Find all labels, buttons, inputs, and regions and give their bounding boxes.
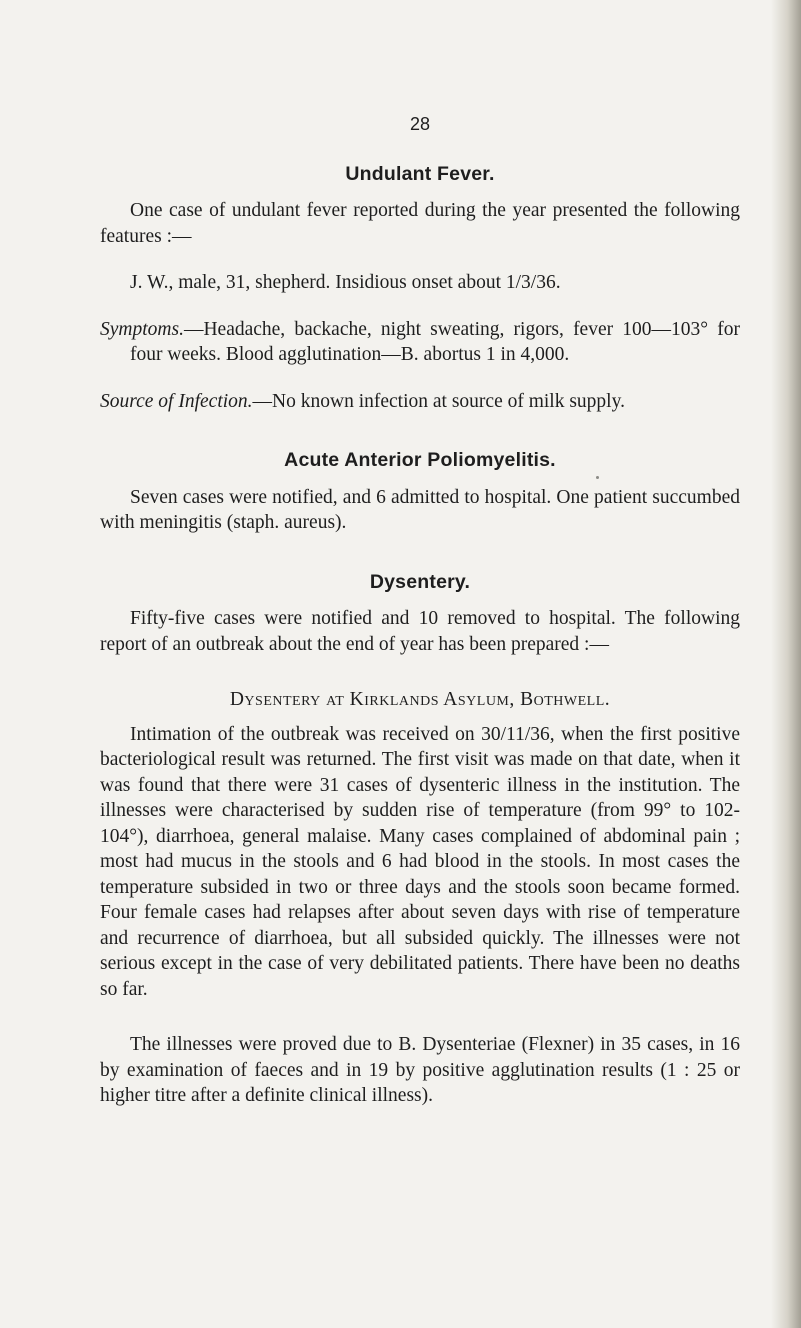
- undulant-intro: One case of undulant fever reported during the year presented the following features :—: [100, 200, 740, 247]
- polio-text: Seven cases were notified, and 6 admitted to hospital. One patient succumbed with meningitis (staph. aureus).: [100, 486, 740, 533]
- page-content: [100, 112, 740, 1109]
- symptoms-label: Symptoms.: [100, 318, 184, 340]
- page-number: 28: [409, 114, 431, 134]
- dysentery-subheading: Dysentery at Kirklands Asylum, Bothwell.: [229, 689, 611, 710]
- source-label: Source of Infection.: [100, 390, 253, 412]
- heading-undulant-fever: Undulant Fever.: [345, 162, 495, 185]
- page-edge-shadow: [771, 0, 801, 1328]
- undulant-symptoms: [100, 317, 740, 368]
- heading-poliomyelitis: Acute Anterior Poliomyelitis.: [284, 449, 556, 471]
- undulant-case: J. W., male, 31, shepherd. Insidious onset about 1/3/36.: [130, 272, 561, 293]
- dysentery-text: Fifty-five cases were notified and 10 removed to hospital. The following report of an outbreak about the end of year has been prepared :—: [100, 608, 740, 655]
- dysentery-para-2: The illnesses were proved due to B. Dysenteriae (Flexner) in 35 cases, in 16 by examination of faeces and in 19 by positive agglutination results (1 : 25 or higher titre after a definite clinical illness).: [100, 1034, 740, 1106]
- symptoms-text: —Headache, backache, night sweating, rigors, fever 100—103° for four weeks. Blood agglutination—B. abortus 1 in 4,000.: [130, 318, 740, 365]
- dysentery-para-1: Intimation of the outbreak was received on 30/11/36, when the first positive bacteriological result was returned. The first visit was made on that date, when it was found that there were 31 cases of dysenteric illness in the institution. The illnesses were characterised by sudden rise of temperature (from 99° to 102-104°), diarrhoea, general malaise. Many cases complained of abdominal pain ; most had mucus in the stools and 6 had blood in the stools. In most cases the temperature subsided in two or three days and the stools soon became formed. Four female cases had relapses after about seven days with rise of temperature and recurrence of diarrhoea, but all subsided quickly. The illnesses were not serious except in the case of very debilitated patients. There have been no deaths so far.: [100, 723, 740, 1000]
- heading-dysentery: Dysentery.: [369, 570, 471, 593]
- undulant-source: [100, 389, 740, 415]
- source-text: —No known infection at source of milk supply.: [252, 390, 625, 412]
